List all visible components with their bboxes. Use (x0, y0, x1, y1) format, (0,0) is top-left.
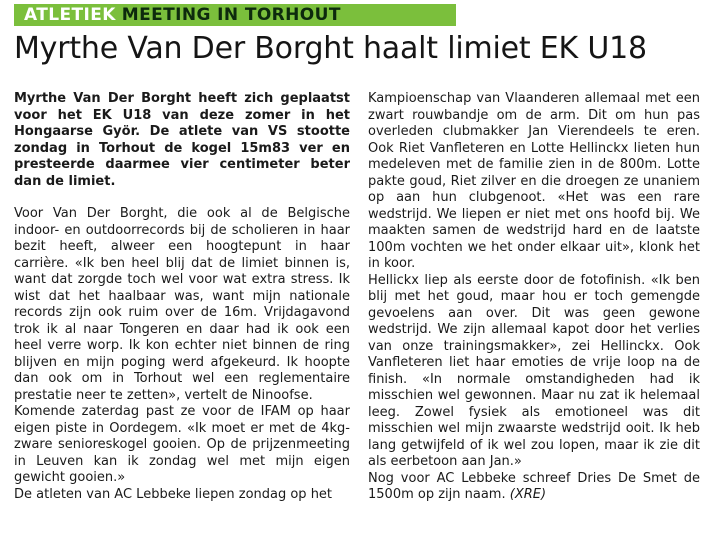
article-paragraph: Hellickx liep als eerste door de fotofinish. «Ik ben blij met het goud, maar hou er toch gemengde gevoelens aan over. Dit was geen gewone wedstrijd. We zijn allemaal kapot door het verlies van onze trainingsmakker», zei Hellinckx. Ook Vanfleteren liet haar emoties de vrije loop na de finish. «In normale omstandigheden had ik misschien wel gewonnen. Maar nu zat ik helemaal leeg. Zowel fysiek als emotioneel was dit misschien wel mijn zwaarste wedstrijd ooit. Ik heb lang getwijfeld of ik wel zou lopen, maar ik zie dit als eerbetoon aan Jan.» (368, 272, 700, 469)
article-column-right (368, 91, 700, 504)
section-banner (14, 4, 456, 26)
author-signature: (XRE) (509, 487, 547, 502)
article-headline: Myrthe Van Der Borght haalt limiet EK U18 (14, 31, 647, 66)
article-paragraph-text: Nog voor AC Lebbeke schreef Dries De Smet de 1500m op zijn naam. (368, 470, 700, 502)
article-paragraph: Kampioenschap van Vlaanderen allemaal met een zwart rouwbandje om de arm. Dit om hun pas overleden clubmakker Jan Vierendeels te eren. Ook Riet Vanfleteren en Lotte Hellinckx lieten hun medeleven met de familie zien in de 800m. Lotte pakte goud, Riet zilver en die droegen ze unaniem op aan hun clubgenoot. «Het was een rare wedstrijd. We liepen er niet met ons hoofd bij. We maakten samen de wedstrijd hard en de laatste 100m vochten we het onder elkaar uit», klonk het in koor. (368, 91, 700, 271)
banner-category: ATLETIEK (24, 5, 116, 25)
article-column-left (14, 91, 350, 503)
article-paragraph: Voor Van Der Borght, die ook al de Belgische indoor- en outdoorrecords bij de scholieren in haar bezit heeft, alweer een hoogtepunt in haar carrière. «Ik ben heel blij dat de limiet binnen is, want dat zorgde toch wel voor wat extra stress. Ik wist dat het haalbaar was, want mijn nationale records zijn ook ruim over de 16m. Vrijdagavond trok ik al naar Tongeren en daar had ik ook een heel verre worp. Ik kon echter niet binnen de ring blijven en mijn poging werd afgekeurd. Ik hoopte dan ook om in Torhout wel een reglementaire prestatie neer te zetten», vertelt de Ninoofse. (14, 206, 350, 403)
article-paragraph: Komende zaterdag past ze voor de IFAM op haar eigen piste in Oordegem. «Ik moet er met de 4kg-zware senioreskogel gooien. Op de prijzenmeeting in Leuven kan ik zondag wel met mijn eigen gewicht gooien.» (14, 404, 350, 485)
banner-subtitle: MEETING IN TORHOUT (121, 5, 341, 25)
article-lead: Myrthe Van Der Borght heeft zich geplaatst voor het EK U18 van deze zomer in het Hongaarse Györ. De atlete van VS stootte zondag in Torhout de kogel 15m83 ver en presteerde daarmee vier centimeter beter dan de limiet. (14, 91, 350, 189)
article-paragraph (368, 471, 700, 504)
article-paragraph: De atleten van AC Lebbeke liepen zondag op het (14, 486, 333, 502)
